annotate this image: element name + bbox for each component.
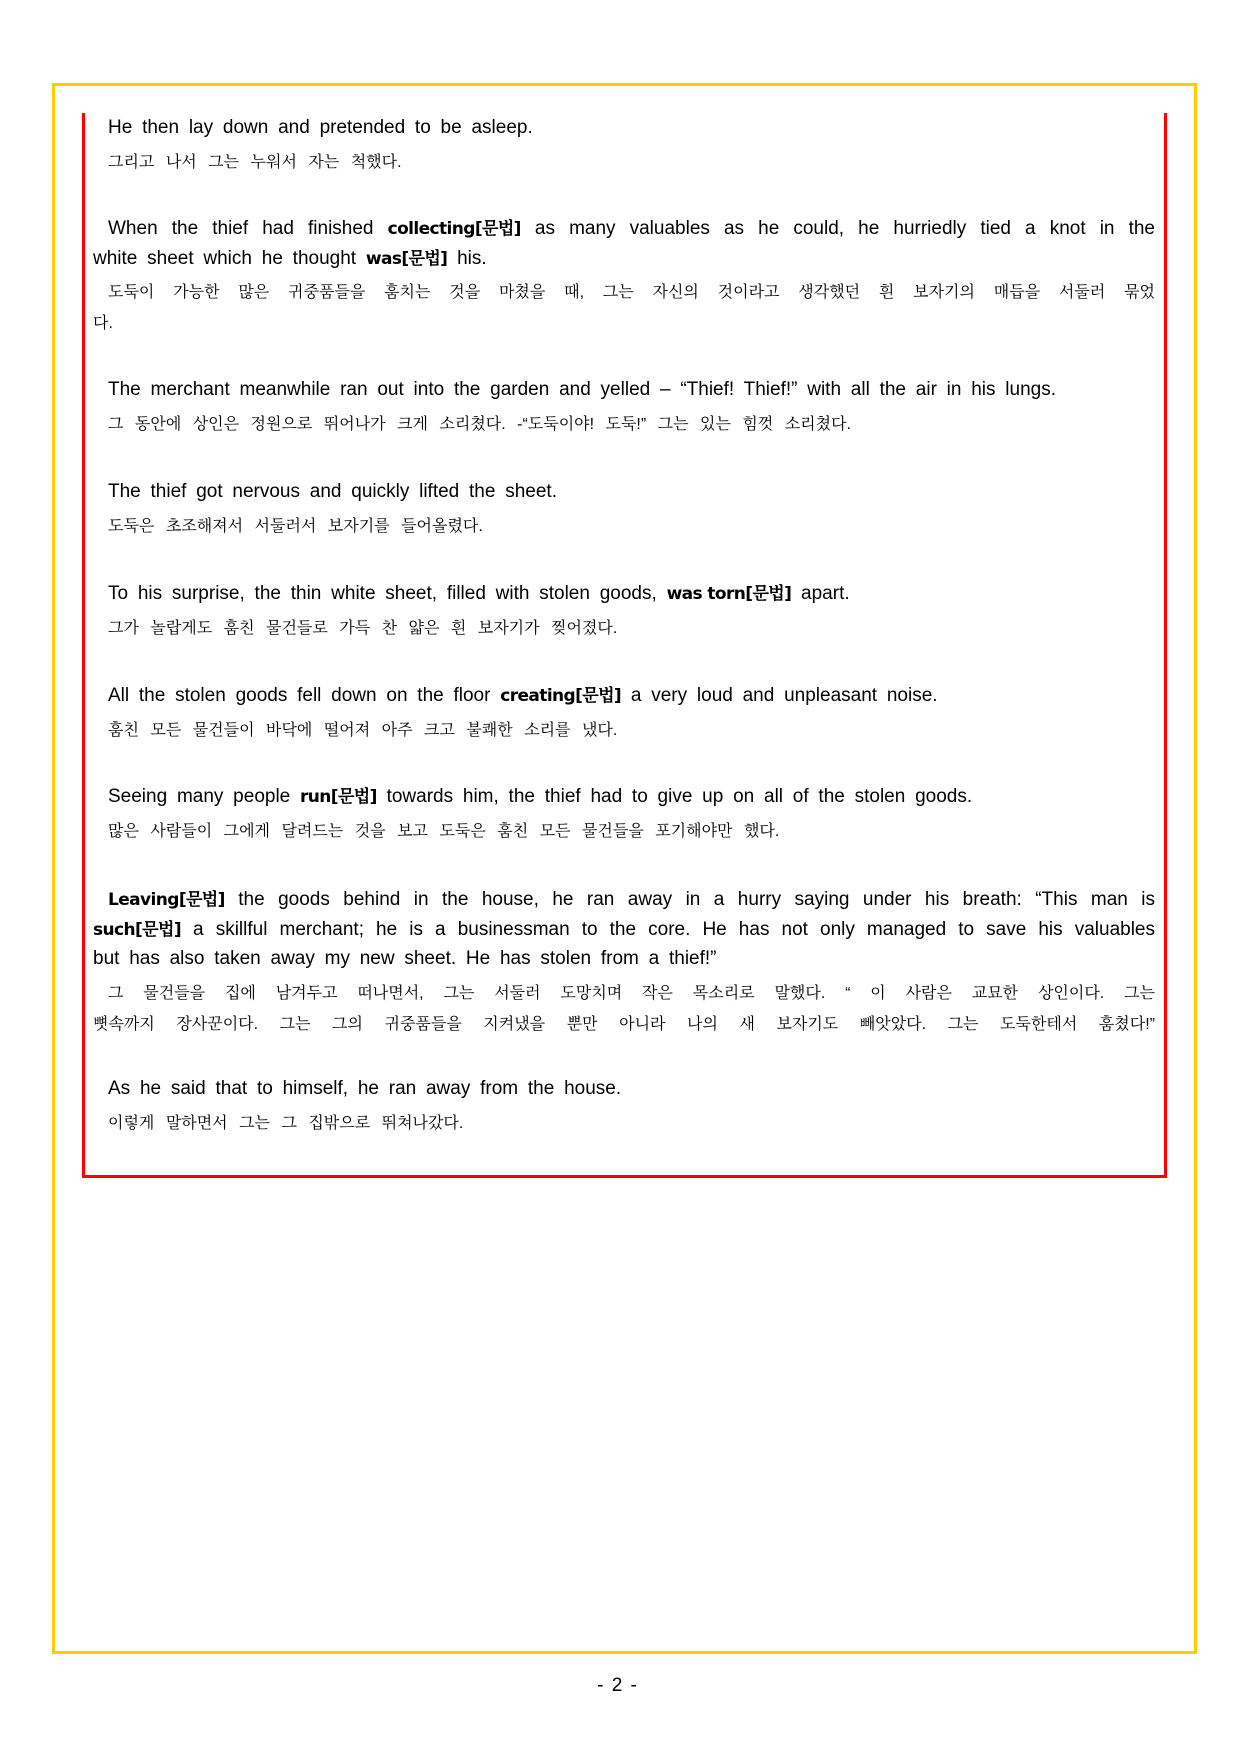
korean-line: 이렇게 말하면서 그는 그 집밖으로 뛰쳐나갔다. — [108, 1114, 464, 1132]
page-number: - 2 - — [597, 1675, 637, 1696]
english-line — [93, 214, 1155, 244]
grammar-highlight: run[문법] — [300, 787, 377, 807]
sentence-text: Seeing many people — [108, 786, 301, 807]
english-sentence — [93, 375, 1155, 405]
korean-line: 그가 놀랍게도 훔친 물건들로 가득 찬 얇은 흰 보자기가 찢어졌다. — [108, 619, 618, 637]
korean-translation — [93, 409, 1155, 440]
paragraph-4 — [93, 477, 1155, 542]
korean-translation — [93, 715, 1155, 746]
korean-translation — [93, 511, 1155, 542]
english-line — [93, 579, 1155, 609]
korean-line: 도둑이 가능한 많은 귀중품들을 훔치는 것을 마쳤을 때, 그는 자신의 것이라고 생각했던 흰 보자기의 매듭을 서둘러 묶었 — [108, 284, 1155, 301]
english-line — [93, 944, 1155, 974]
sentence-text: apart. — [791, 583, 850, 604]
sentence-text: as many valuables as he could, he hurriedly tied a knot in the — [520, 218, 1155, 239]
english-sentence — [93, 477, 1155, 507]
korean-translation — [93, 613, 1155, 644]
korean-line: 훔친 모든 물건들이 바닥에 떨어져 아주 크고 불쾌한 소리를 냈다. — [108, 721, 618, 739]
korean-line: 뼛속까지 장사꾼이다. 그는 그의 귀중품들을 지켜냈을 뿐만 아니라 나의 새 보자기도 빼앗았다. 그는 도둑한테서 훔쳤다!” — [93, 1015, 1155, 1033]
english-line — [93, 244, 1155, 274]
sentence-text: The thief got nervous and quickly lifted the sheet. — [108, 481, 557, 502]
passage-box — [82, 113, 1167, 1178]
korean-line: 도둑은 초조해져서 서둘러서 보자기를 들어올렸다. — [108, 517, 483, 535]
sentence-text: All the stolen goods fell down on the floor — [108, 685, 501, 706]
grammar-highlight: such[문법] — [93, 919, 181, 940]
sentence-text: a very loud and unpleasant noise. — [621, 685, 938, 706]
english-line — [93, 915, 1155, 945]
sentence-text: the goods behind in the house, he ran away in a hurry saying under his breath: “This man is — [224, 889, 1155, 910]
grammar-highlight: Leaving[문법] — [108, 890, 225, 910]
english-line — [93, 1074, 1155, 1104]
grammar-highlight: collecting[문법] — [387, 219, 521, 239]
sentence-text: but has also taken away my new sheet. He has stolen from a thief!” — [93, 948, 717, 969]
english-sentence — [93, 885, 1155, 974]
english-sentence — [93, 681, 1155, 711]
english-sentence — [93, 782, 1155, 812]
sentence-text: He then lay down and pretended to be asleep. — [108, 117, 533, 138]
korean-translation — [93, 1108, 1155, 1139]
sentence-text: To his surprise, the thin white sheet, filled with stolen goods, — [108, 583, 667, 604]
english-sentence — [93, 579, 1155, 609]
sentence-text: his. — [447, 247, 487, 269]
english-line — [93, 681, 1155, 711]
paragraph-9 — [93, 1074, 1155, 1139]
paragraph-3 — [93, 375, 1155, 440]
paragraph-8 — [93, 885, 1155, 1040]
grammar-highlight: was torn[문법] — [666, 584, 792, 604]
paragraph-1 — [93, 113, 1155, 178]
english-line — [93, 885, 1155, 915]
korean-translation — [93, 978, 1155, 1040]
grammar-highlight: was[문법] — [365, 248, 448, 269]
korean-translation — [93, 147, 1155, 178]
korean-line: 그 동안에 상인은 정원으로 뛰어나가 크게 소리쳤다. -“도둑이야! 도둑!” 그는 있는 힘껏 소리쳤다. — [108, 415, 851, 433]
english-line — [93, 113, 1155, 143]
korean-translation — [93, 816, 1155, 847]
korean-translation — [93, 277, 1155, 339]
sentence-text: a skillful merchant; he is a businessman to the core. He has not only managed to save his valuables — [180, 918, 1155, 940]
english-line — [93, 375, 1155, 405]
korean-line: 그 물건들을 집에 남겨두고 떠나면서, 그는 서둘러 도망치며 작은 목소리로 말했다. “ 이 사람은 교묘한 상인이다. 그는 — [108, 984, 1155, 1002]
paragraph-5 — [93, 579, 1155, 644]
english-sentence — [93, 113, 1155, 143]
sentence-text: As he said that to himself, he ran away from the house. — [108, 1078, 622, 1099]
english-sentence — [93, 1074, 1155, 1104]
sentence-text: The merchant meanwhile ran out into the garden and yelled – “Thief! Thief!” with all the air in his lungs. — [108, 379, 1057, 400]
paragraph-7 — [93, 782, 1155, 847]
sentence-text: white sheet which he thought — [93, 247, 366, 269]
paragraph-2 — [93, 214, 1155, 339]
english-line — [93, 477, 1155, 507]
english-line — [93, 782, 1155, 812]
english-sentence — [93, 214, 1155, 273]
korean-line: 다. — [93, 315, 113, 332]
korean-line: 그리고 나서 그는 누워서 자는 척했다. — [108, 153, 402, 171]
grammar-highlight: creating[문법] — [500, 686, 622, 706]
paragraph-6 — [93, 681, 1155, 746]
sentence-text: When the thief had finished — [108, 218, 388, 239]
korean-line: 많은 사람들이 그에게 달려드는 것을 보고 도둑은 훔친 모든 물건들을 포기해야만 했다. — [108, 822, 780, 840]
sentence-text: towards him, the thief had to give up on all of the stolen goods. — [376, 786, 973, 807]
